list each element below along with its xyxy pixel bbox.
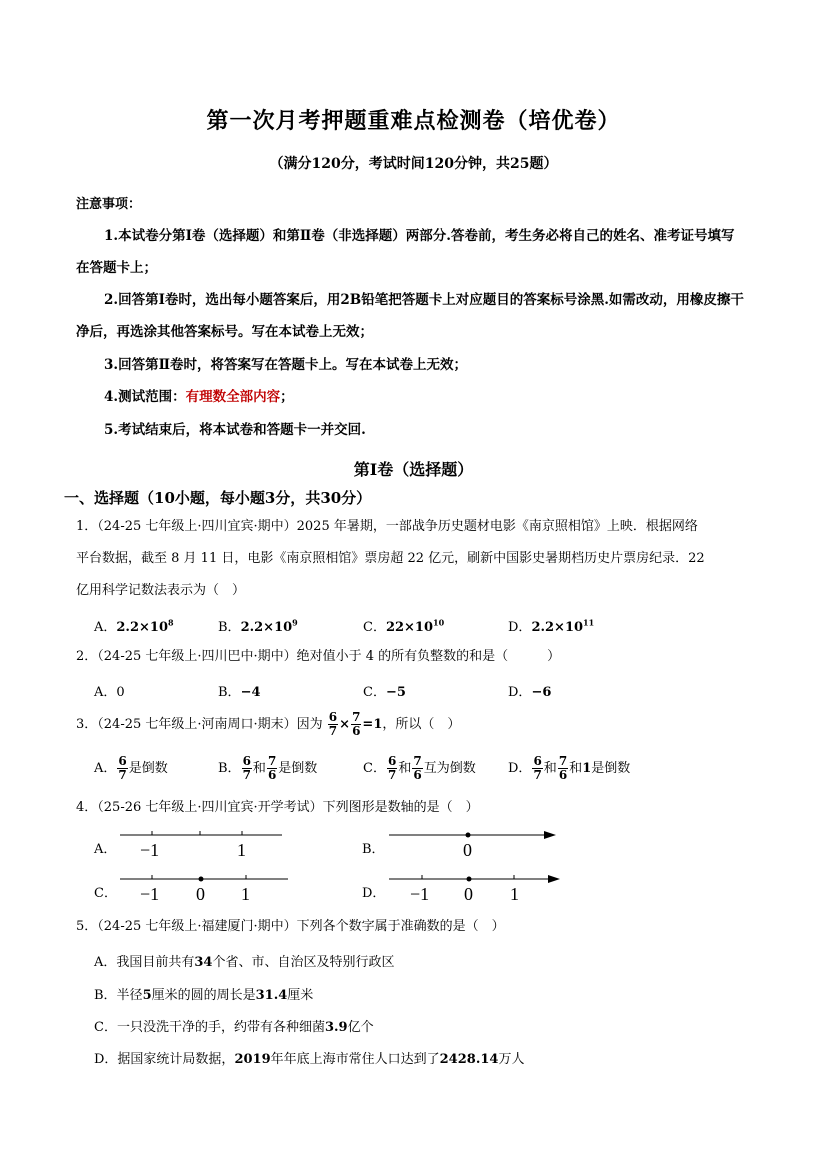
q5-a-num: 34: [194, 955, 213, 970]
q3-option-d[interactable]: [508, 755, 630, 782]
q1-a-value: 2.2×10: [116, 620, 168, 635]
q3-eq: =1: [362, 717, 383, 732]
q2-option-b[interactable]: [218, 681, 261, 700]
q3-d-and: 和: [543, 761, 557, 776]
q1-d-label: D．: [508, 620, 532, 635]
q4-d-label-1: 1: [510, 884, 519, 904]
q5-line1: 5．（24-25 七年级上·福建厦门·期中）下列各个数字属于准确数的是（ ）: [76, 919, 505, 934]
q2-b-value: −4: [240, 685, 261, 700]
q3-b-label: B．: [218, 761, 241, 776]
q1-c-label: C．: [363, 620, 386, 635]
section-title: 第Ⅰ卷（选择题）: [353, 460, 474, 479]
q1-line2: 平台数据，截至 8 月 11 日，电影《南京照相馆》票房超 22 亿元，刷新中国影史暑期档历史片票房纪录．22: [76, 551, 705, 566]
q2-line1: 2．（24-25 七年级上·四川巴中·期中）绝对值小于 4 的所有负整数的和是（ ）: [76, 649, 561, 664]
q5-b-num1: 5: [142, 988, 152, 1003]
q5-d-num1: 2019: [234, 1052, 271, 1067]
q3-option-c[interactable]: [363, 755, 476, 782]
note-4-prefix: 4.测试范围：: [104, 389, 186, 405]
q3-a-label: A．: [94, 761, 117, 776]
q1-d-value: 2.2×10: [531, 620, 584, 635]
q4-option-d[interactable]: D．: [362, 886, 386, 901]
q3-b-frac-2: $\frac{7}{6}$: [267, 754, 277, 782]
q5-option-c[interactable]: [94, 1016, 374, 1035]
q3-c-and: 和: [398, 761, 412, 776]
q4-numberline-b: [384, 826, 559, 862]
q1-c-value: 22×10: [385, 620, 434, 635]
q3-d-frac-2: $\frac{7}{6}$: [558, 754, 568, 782]
q4-c-label-neg1: −1: [140, 884, 160, 904]
q5-a-pre: A．我国目前共有: [94, 955, 195, 970]
q5-a-post: 个省、市、自治区及特别行政区: [212, 955, 395, 970]
q2-option-a[interactable]: A．0: [94, 685, 125, 700]
q2-b-label: B．: [218, 685, 241, 700]
q2-option-c[interactable]: [363, 681, 406, 700]
q5-option-b[interactable]: [94, 984, 313, 1003]
q4-c-label-0: 0: [196, 884, 205, 904]
q3-line1: [76, 711, 460, 738]
q3-a-frac: $\frac{6}{7}$: [118, 754, 127, 782]
part-title: 一、选择题（10小题，每小题3分，共30分）: [64, 489, 372, 507]
q1-line1: 1．（24-25 七年级上·四川宜宾·期中）2025 年暑期，一部战争历史题材电影《南京照相馆》上映．根据网络: [76, 519, 698, 534]
q4-b-label-0: 0: [463, 840, 472, 860]
exam-subtitle: （满分120分，考试时间120分钟，共25题）: [269, 156, 558, 172]
q2-c-value: −5: [385, 685, 406, 700]
q5-d-num2: 2428.14: [439, 1052, 499, 1067]
q1-option-d[interactable]: [508, 616, 594, 635]
q3-c-frac-2: $\frac{7}{6}$: [413, 754, 422, 782]
q4-a-label-1: 1: [237, 840, 246, 860]
q1-b-exp: 9: [292, 617, 298, 628]
q1-b-label: B．: [218, 620, 241, 635]
q5-b-post: 厘米: [287, 988, 314, 1003]
note-3: 3.回答第Ⅱ卷时，将答案写在答题卡上。写在本试卷上无效；: [104, 357, 467, 373]
note-2b: 净后，再选涂其他答案标号。写在本试卷上无效；: [76, 324, 373, 340]
q3-d-and-2: 和: [569, 761, 583, 776]
note-1b: 在答题卡上；: [76, 260, 157, 276]
q1-d-exp: 11: [583, 617, 595, 628]
q4-option-a[interactable]: A．: [94, 842, 117, 857]
q1-a-exp: 8: [168, 617, 174, 628]
q3-c-frac-1: $\frac{6}{7}$: [387, 754, 397, 782]
q1-option-c[interactable]: [363, 616, 444, 635]
test-range: 有理数全部内容: [185, 389, 281, 405]
q1-option-b[interactable]: [218, 616, 298, 635]
q5-b-num2: 31.4: [255, 988, 288, 1003]
q5-d-pre: D．据国家统计局数据，: [94, 1052, 235, 1067]
q2-d-label: D．: [508, 685, 532, 700]
q1-b-value: 2.2×10: [240, 620, 293, 635]
note-2a: 2.回答第Ⅰ卷时，选出每小题答案后，用2B铅笔把答题卡上对应题目的答案标号涂黑.如需改动，用橡皮擦干: [104, 292, 744, 308]
q4-c-label-1: 1: [241, 884, 250, 904]
q2-d-value: −6: [531, 685, 552, 700]
q4-d-label-neg1: −1: [410, 884, 430, 904]
q5-b-pre: B．半径: [94, 988, 143, 1003]
q4-option-c[interactable]: C．: [94, 886, 117, 901]
q4-d-label-0: 0: [464, 884, 473, 904]
note-1a: 1.本试卷分第Ⅰ卷（选择题）和第Ⅱ卷（非选择题）两部分.答卷前，考生务必将自己的姓名、准考证号填写: [104, 228, 735, 244]
q3-option-a[interactable]: [94, 755, 168, 782]
q5-d-mid: 年年底上海市常住人口达到了: [270, 1052, 440, 1067]
q4-line1: 4．（25-26 七年级上·四川宜宾·开学考试）下列图形是数轴的是（ ）: [76, 800, 479, 815]
q3-a-text: 是倒数: [128, 761, 168, 776]
q1-c-exp: 10: [433, 617, 445, 628]
note-4-suffix: ；: [280, 389, 294, 405]
q2-c-label: C．: [363, 685, 386, 700]
q3-frac-1: $\frac{6}{7}$: [328, 710, 338, 738]
q1-option-a[interactable]: [94, 616, 174, 635]
q5-d-post: 万人: [498, 1052, 525, 1067]
notes-heading: 注意事项：: [76, 197, 142, 212]
note-5: 5.考试结束后，将本试卷和答题卡一并交回.: [104, 422, 366, 438]
q3-d-frac-1: $\frac{6}{7}$: [533, 754, 542, 782]
q3-prefix: 3．（24-25 七年级上·河南周口·期末）因为: [76, 717, 323, 732]
q3-d-text: 是倒数: [591, 761, 631, 776]
q5-b-mid: 厘米的圆的周长是: [151, 988, 256, 1003]
q5-option-a[interactable]: [94, 951, 395, 970]
q1-a-label: A．: [94, 620, 117, 635]
q5-option-d[interactable]: [94, 1048, 524, 1067]
q3-b-frac-1: $\frac{6}{7}$: [242, 754, 251, 782]
exam-title: 第一次月考押题重难点检测卷（培优卷）: [206, 108, 621, 134]
q5-c-post: 亿个: [347, 1020, 374, 1035]
q4-option-b[interactable]: B．: [362, 842, 385, 857]
q1-line3: 亿用科学记数法表示为（ ）: [76, 583, 246, 598]
q3-frac-2: $\frac{7}{6}$: [352, 710, 361, 738]
q5-c-num: 3.9: [324, 1020, 348, 1035]
q3-suffix: ，所以（ ）: [382, 717, 461, 732]
q4-numberline-d: [384, 870, 564, 906]
q4-numberline-a: [112, 826, 287, 862]
q3-b-and: 和: [252, 761, 266, 776]
q3-c-text: 互为倒数: [423, 761, 476, 776]
q3-d-one: 1: [582, 761, 592, 776]
q3-times: ×: [339, 717, 351, 732]
q3-option-b[interactable]: [218, 755, 317, 782]
q5-c-pre: C．一只没洗干净的手，约带有各种细菌: [94, 1020, 325, 1035]
q2-option-d[interactable]: [508, 681, 551, 700]
q4-a-label-neg1: −1: [140, 840, 160, 860]
q4-numberline-c: [112, 870, 292, 906]
q3-c-label: C．: [363, 761, 386, 776]
q3-d-label: D．: [508, 761, 532, 776]
q3-b-text: 是倒数: [278, 761, 318, 776]
note-4: [104, 388, 294, 406]
